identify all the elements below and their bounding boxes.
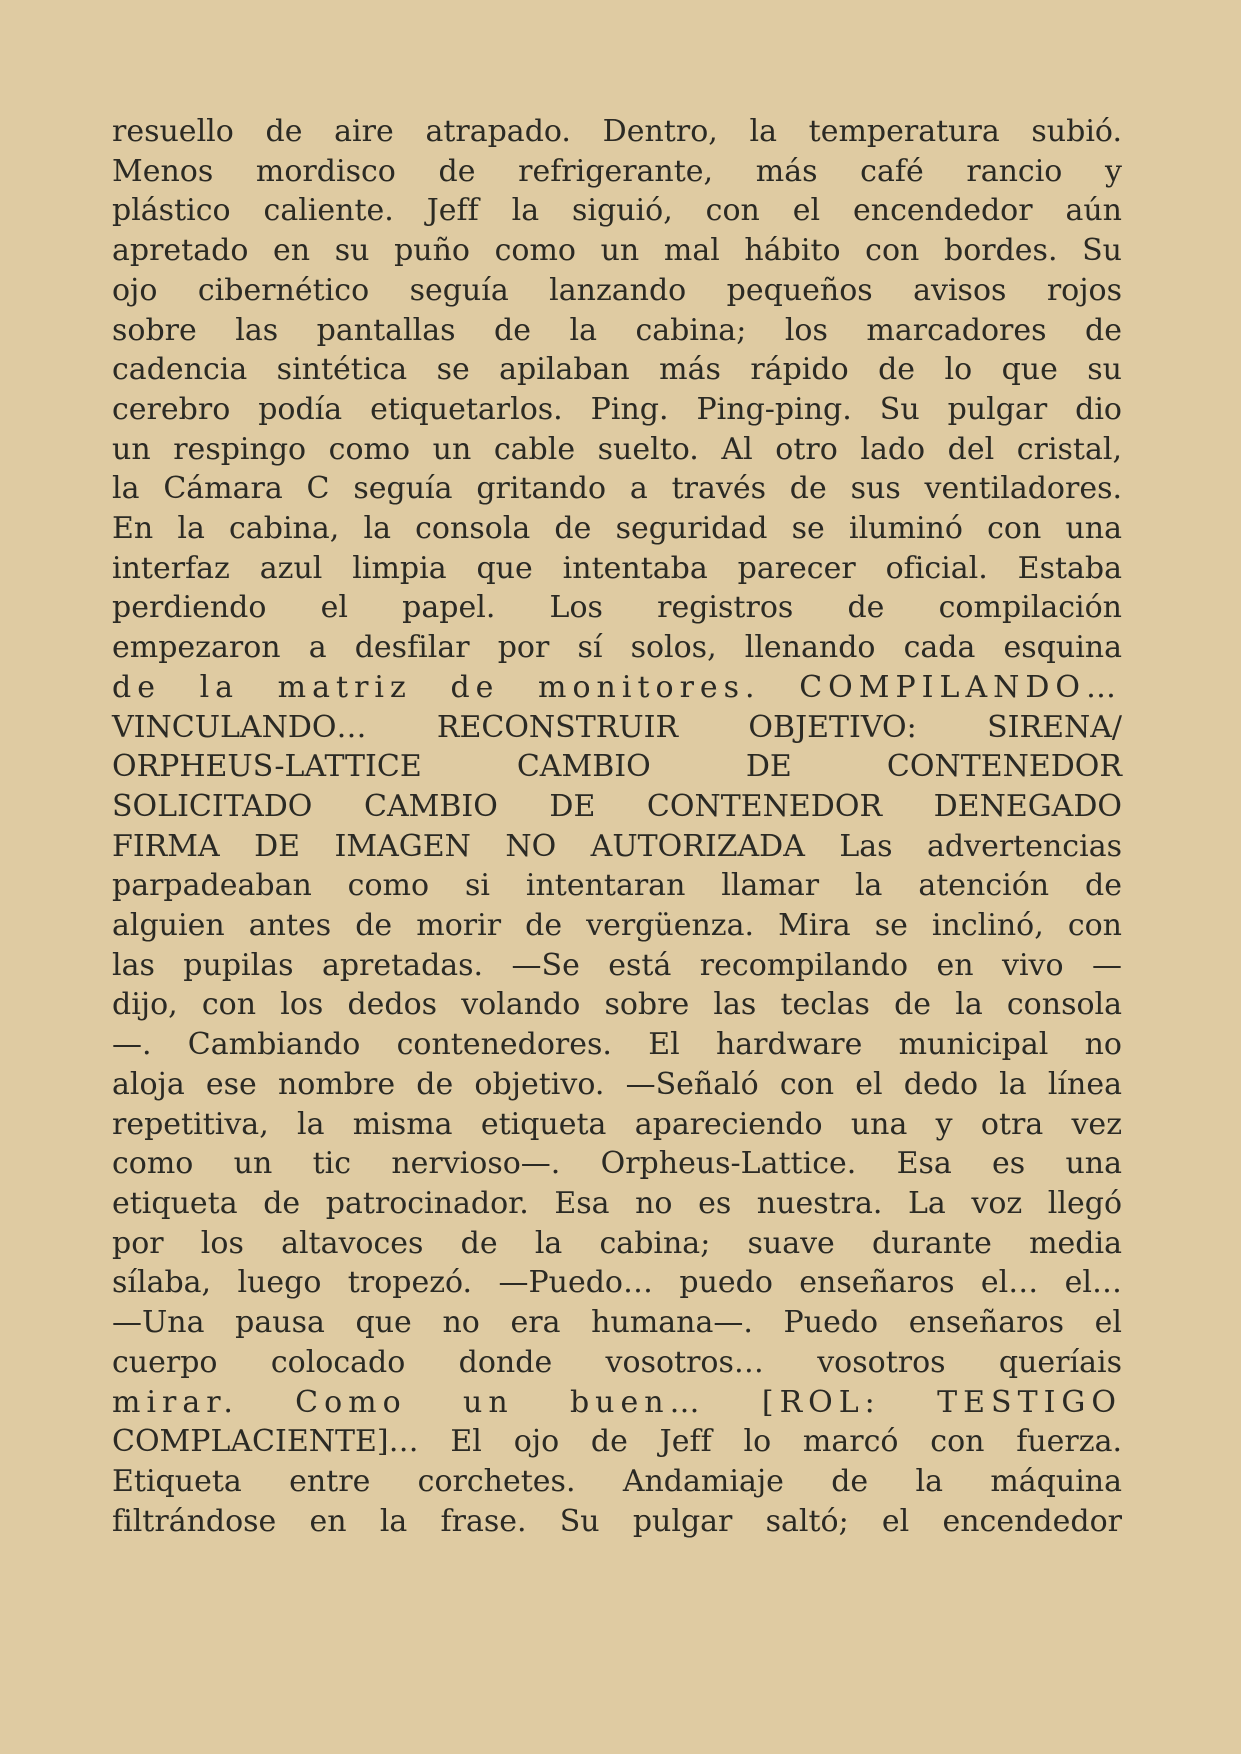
text-line: repetitiva, la misma etiqueta apareciendo una y otra vez (112, 1106, 1122, 1142)
text-line: ORPHEUS-LATTICE CAMBIO DE CONTENEDOR (112, 749, 1122, 785)
page-text (112, 112, 1122, 1541)
text-line: aloja ese nombre de objetivo. —Señaló con el dedo la línea (112, 1066, 1122, 1102)
text-line: filtrándose en la frase. Su pulgar saltó; el encendedor (112, 1503, 1122, 1539)
text-line: VINCULANDO… RECONSTRUIR OBJETIVO: SIRENA/ (112, 709, 1122, 745)
text-line: apretado en su puño como un mal hábito con bordes. Su (112, 233, 1122, 269)
text-line: resuello de aire atrapado. Dentro, la temperatura subió. (112, 114, 1122, 149)
text-line: COMPLACIENTE]… El ojo de Jeff lo marcó con fuerza. (112, 1424, 1122, 1460)
text-line: FIRMA DE IMAGEN NO AUTORIZADA Las advertencias (112, 828, 1122, 864)
text-line: Etiqueta entre corchetes. Andamiaje de la máquina (112, 1463, 1122, 1499)
text-line: etiqueta de patrocinador. Esa no es nuestra. La voz llegó (112, 1185, 1122, 1221)
text-line: —Una pausa que no era humana—. Puedo enseñaros el (112, 1305, 1122, 1341)
text-line: plástico caliente. Jeff la siguió, con el encendedor aún (112, 193, 1122, 229)
text-line: Menos mordisco de refrigerante, más café rancio y (112, 153, 1122, 189)
text-line: la Cámara C seguía gritando a través de sus ventiladores. (112, 471, 1122, 507)
text-line: ojo cibernético seguía lanzando pequeños avisos rojos (112, 272, 1122, 308)
text-line: de la matriz de monitores. COMPILANDO… (112, 669, 1122, 705)
text-line: perdiendo el papel. Los registros de compilación (112, 590, 1122, 626)
text-line: interfaz azul limpia que intentaba parecer oficial. Estaba (112, 550, 1122, 586)
text-line: En la cabina, la consola de seguridad se iluminó con una (112, 511, 1122, 547)
text-line: sobre las pantallas de la cabina; los marcadores de (112, 312, 1122, 348)
text-line: —. Cambiando contenedores. El hardware municipal no (112, 1027, 1122, 1063)
text-line: empezaron a desfilar por sí solos, llenando cada esquina (112, 630, 1122, 666)
text-line: las pupilas apretadas. —Se está recompilando en vivo — (112, 947, 1122, 983)
text-line: sílaba, luego tropezó. —Puedo… puedo enseñaros el… el… (112, 1265, 1122, 1301)
text-line: parpadeaban como si intentaran llamar la atención de (112, 868, 1122, 904)
text-line: un respingo como un cable suelto. Al otro lado del cristal, (112, 431, 1122, 467)
text-line: cuerpo colocado donde vosotros… vosotros queríais (112, 1344, 1122, 1380)
text-line: cerebro podía etiquetarlos. Ping. Ping-ping. Su pulgar dio (112, 391, 1122, 427)
text-line: por los altavoces de la cabina; suave durante media (112, 1225, 1122, 1261)
text-line: como un tic nervioso—. Orpheus-Lattice. Esa es una (112, 1146, 1122, 1182)
text-line: dijo, con los dedos volando sobre las teclas de la consola (112, 987, 1122, 1023)
text-line: mirar. Como un buen… [ROL: TESTIGO (112, 1384, 1122, 1420)
text-line: cadencia sintética se apilaban más rápido de lo que su (112, 352, 1122, 388)
text-line: alguien antes de morir de vergüenza. Mira se inclinó, con (112, 908, 1122, 944)
text-line: SOLICITADO CAMBIO DE CONTENEDOR DENEGADO (112, 788, 1122, 824)
